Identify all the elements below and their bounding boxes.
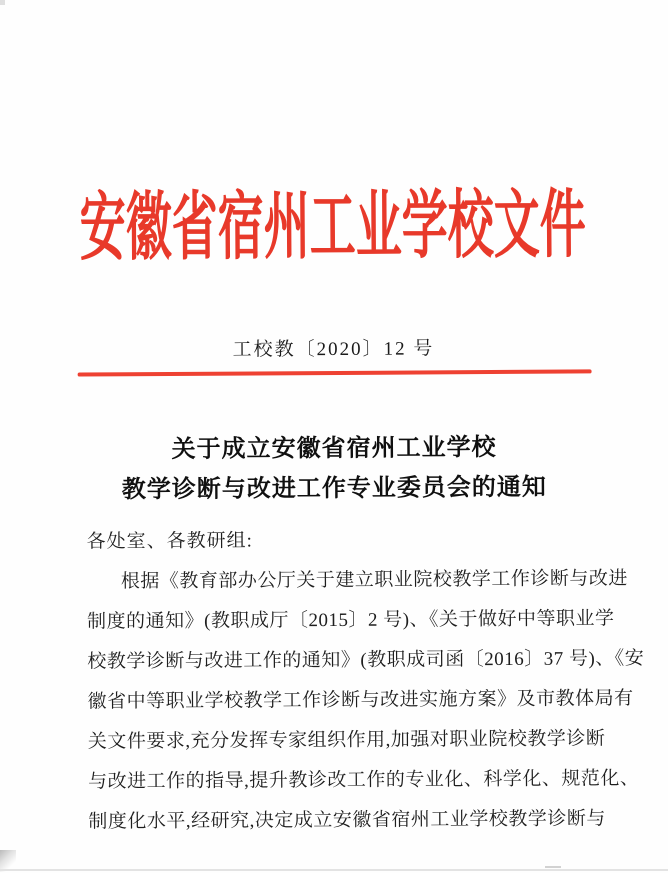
body-line: 制度的通知》(教职成厅〔2015〕2 号)、《关于做好中等职业学 [87, 608, 615, 633]
document-body [86, 519, 645, 842]
scan-speck-artifact [545, 866, 561, 868]
scan-corner-artifact [0, 0, 5, 5]
notice-title [0, 427, 668, 511]
page-bottom-edge-shadow [0, 869, 668, 871]
salutation-line: 各处室、各教研组: [86, 530, 253, 553]
document-banner-title: 安徽省宿州工业学校文件 [79, 183, 586, 270]
body-line: 关文件要求,充分发挥专家组织作用,加强对职业院校教学诊断 [87, 728, 606, 753]
body-line: 根据《教育部办公厅关于建立职业院校教学工作诊断与改进 [120, 568, 628, 593]
notice-title-line-1: 关于成立安徽省宿州工业学校 [171, 434, 497, 463]
document-number: 工校教〔2020〕12 号 [232, 338, 435, 361]
body-line: 校教学诊断与改进工作的通知》(教职成司函〔2016〕37 号)、《安 [87, 648, 645, 673]
red-divider-line [78, 369, 592, 376]
body-line: 与改进工作的指导,提升教诊改工作的专业化、科学化、规范化、 [88, 768, 640, 793]
body-line: 徽省中等职业学校教学工作诊断与改进实施方案》及市教体局有 [87, 688, 634, 713]
notice-title-line-2: 教学诊断与改进工作专业委员会的通知 [121, 473, 547, 504]
body-line: 制度化水平,经研究,决定成立安徽省宿州工业学校教学诊断与 [88, 808, 606, 833]
